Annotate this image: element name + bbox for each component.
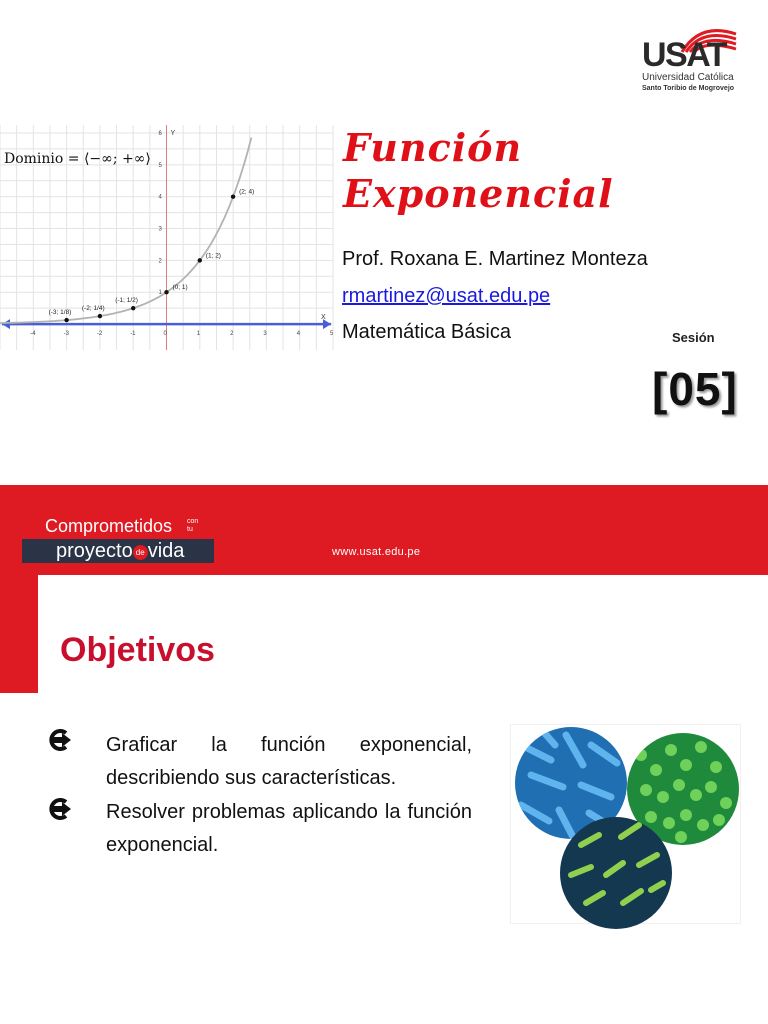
slogan-top: Comprometidos [45,516,173,536]
arrow-bullet-icon [46,727,74,753]
data-point-label: (0; 1) [172,284,188,292]
usat-logo [640,20,740,100]
slogan-proyecto: proyecto [56,540,133,562]
course-name: Matemática Básica [342,321,511,343]
professor-name: Prof. Roxana E. Martinez Monteza [342,248,648,270]
logo-subtitle: Santo Toribio de Mogrovejo [642,85,735,92]
website-link[interactable]: www.usat.edu.pe [332,546,421,558]
logo-university: Universidad Católica [642,72,734,83]
domain-label: Dominio = ⟨−∞; +∞⟩ [4,151,151,167]
data-point-label: (-2; 1/4) [81,305,105,313]
data-point-label: (2; 4) [239,188,255,196]
x-tick-label: -3 [63,331,69,338]
bacteria-illustration-icon [510,724,741,924]
x-axis-label: X [321,314,326,322]
data-point-label: (-1; 1/2) [115,297,138,305]
email-link[interactable]: rmartinez@usat.edu.pe [342,285,551,307]
slogan-vida: vida [147,540,185,562]
slogan-tu-word: tu [187,526,193,533]
objective-1: Graficar la función exponencial, describiendo sus características. [106,734,472,789]
session-label: Sesión [672,330,715,345]
x-tick-label: 1 [196,331,201,338]
title-line-2: Exponencial [343,171,614,216]
title-line-1: Función [343,125,523,170]
data-point [98,314,102,318]
y-tick-label: 4 [158,194,162,201]
graph-svg [0,125,333,350]
x-tick-label: -4 [30,331,36,338]
slogan-con-word: con [187,518,199,525]
data-point [64,318,68,322]
x-tick-label: 3 [263,331,267,338]
x-tick-label: -1 [130,331,136,338]
y-tick-label: 1 [158,290,162,297]
data-point [131,306,135,310]
session-number: [05] [652,363,738,415]
slide-title [343,125,614,217]
x-tick-label: 4 [296,331,301,338]
y-tick-label: 2 [158,258,162,265]
title-slide [0,0,768,485]
x-tick-label: -2 [96,331,103,338]
logo-text: USAT [642,36,727,74]
y-axis-label: Y [170,130,176,137]
exponential-graph [0,125,333,350]
data-point [198,258,202,262]
objectives-slide [0,575,768,1024]
objectives-title: Objetivos [60,631,215,669]
y-tick-label: 3 [158,226,162,233]
arrow-bullet-icon [46,796,74,822]
y-tick-label: 6 [158,131,162,137]
x-tick-label: 0 [163,331,167,338]
red-accent-bar [0,575,38,693]
data-point [231,194,235,198]
slogan-con [187,518,198,534]
x-tick-label: 2 [230,331,234,338]
x-tick-label: 5 [330,331,334,338]
data-point-label: (1; 2) [205,252,221,260]
slogan-bottom [56,540,184,563]
y-tick-label: 5 [158,162,162,169]
x-axis-arrow-left [2,319,10,329]
data-point-label: (-3; 1/8) [48,309,72,317]
objective-2: Resolver problemas aplicando la función exponencial. [106,801,472,856]
slogan-de-badge: de [133,545,148,560]
data-point [164,290,168,294]
